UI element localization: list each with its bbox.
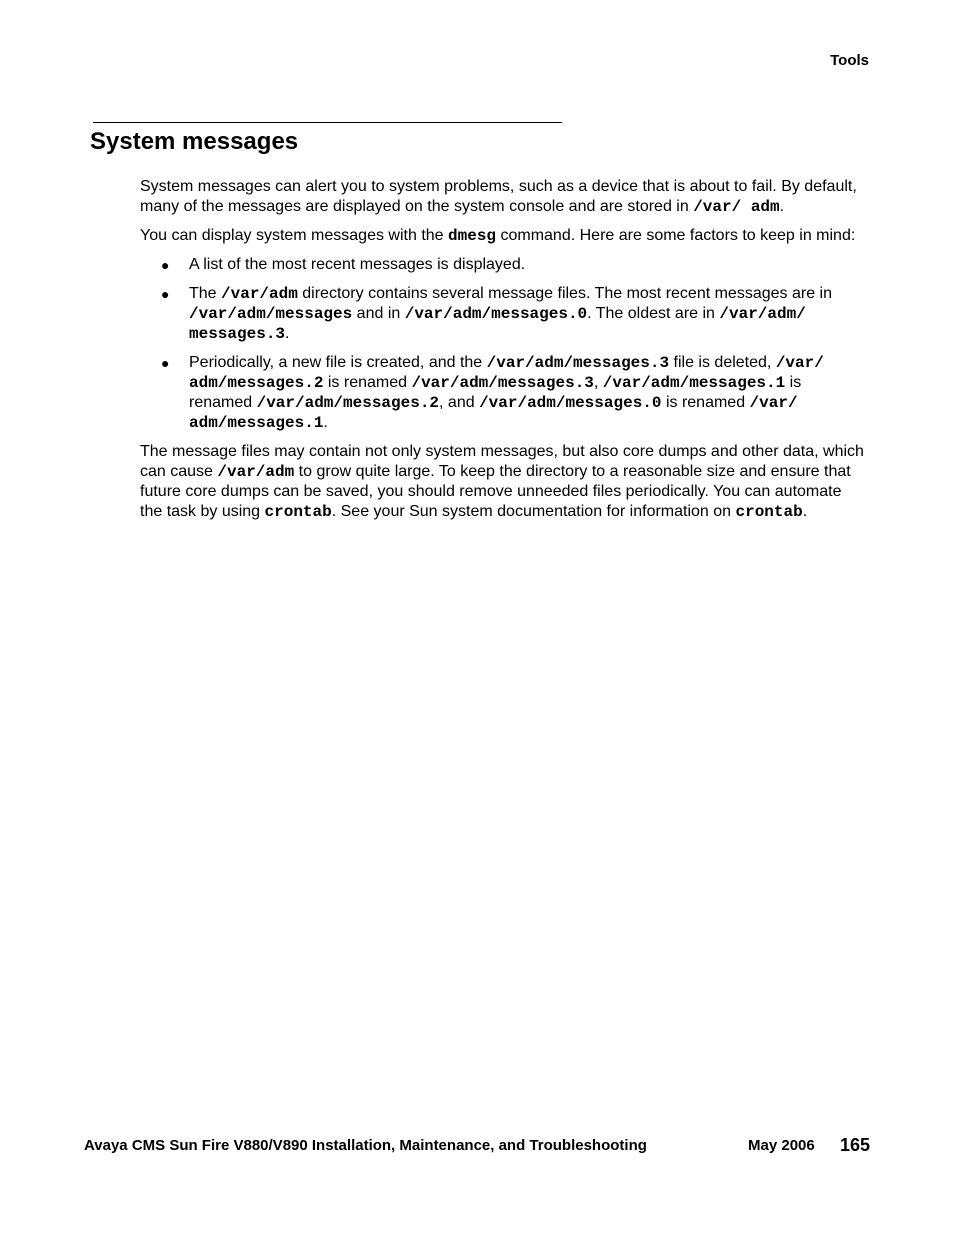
text: You can display system messages with the: [140, 227, 449, 244]
text: System messages can alert you to system problems, such as a device that is about to fail. By default, many of the messages are displayed on the system console and are stored in: [140, 178, 857, 215]
page-number: 165: [839, 1135, 870, 1155]
text: is renamed: [661, 394, 750, 411]
text: .: [285, 325, 290, 342]
inline-code: /var/ adm: [693, 198, 780, 216]
list-item: [140, 255, 868, 275]
inline-code: /var/adm/messages.0: [479, 394, 662, 412]
text: Periodically, a new file is created, and the: [189, 354, 487, 371]
text: is renamed: [323, 374, 412, 391]
text: . The oldest are in: [587, 305, 720, 322]
inline-code: /var/adm/messages.3: [486, 354, 670, 372]
list-item: [140, 284, 868, 344]
paragraph-dmesg: [140, 226, 868, 246]
inline-code: /var/adm/messages.0: [404, 305, 588, 323]
body-content: [140, 177, 868, 531]
list-item: [140, 353, 868, 433]
bullet-dot-icon: ●: [161, 355, 170, 371]
text: file is deleted,: [669, 354, 776, 371]
footer-doc-title: Avaya CMS Sun Fire V880/V890 Installation, Maintenance, and Troubleshooting: [84, 1137, 647, 1154]
text: .: [779, 198, 785, 215]
inline-code: /var/adm/messages: [189, 305, 353, 323]
inline-code: /var/adm: [221, 285, 298, 303]
text: The: [189, 285, 222, 302]
inline-code: /var/adm/messages.3: [411, 374, 594, 392]
text: directory contains several message files. The most recent messages are in: [297, 285, 832, 302]
text: A list of the most recent messages is displayed.: [189, 256, 526, 273]
inline-code: crontab: [735, 503, 803, 521]
paragraph-intro: [140, 177, 868, 217]
inline-code: /var/adm/ messages.3: [189, 305, 806, 343]
text: and in: [352, 305, 405, 322]
text: , and: [439, 394, 480, 411]
inline-code: /var/ adm/messages.2: [189, 354, 824, 392]
inline-code: /var/adm/messages.2: [256, 394, 440, 412]
factor-list: [140, 255, 868, 433]
text: . See your Sun system documentation for information on: [331, 503, 736, 520]
text: The message files may contain not only system messages, but also core dumps and other data, which can cause: [140, 443, 864, 480]
page-title: System messages: [90, 128, 299, 155]
bullet-dot-icon: ●: [161, 286, 170, 302]
running-header: Tools: [830, 52, 869, 69]
footer-date: May 2006: [748, 1137, 815, 1154]
text: is renamed: [189, 374, 802, 411]
text: to grow quite large. To keep the directory to a reasonable size and ensure that future core dumps can be saved, you should remove unneeded files periodically. You can automate the task by using: [140, 463, 851, 520]
text: .: [323, 414, 328, 431]
inline-code: dmesg: [448, 227, 497, 245]
inline-code: crontab: [264, 503, 332, 521]
paragraph-maintenance: [140, 442, 868, 522]
text: .: [802, 503, 808, 520]
bullet-dot-icon: ●: [161, 257, 170, 273]
inline-code: /var/adm/messages.1: [602, 374, 786, 392]
text: command. Here are some factors to keep in mind:: [496, 227, 856, 244]
inline-code: /var/ adm/messages.1: [189, 394, 798, 432]
text: ,: [593, 374, 603, 391]
inline-code: /var/adm: [217, 463, 295, 481]
title-rule: [93, 122, 562, 123]
